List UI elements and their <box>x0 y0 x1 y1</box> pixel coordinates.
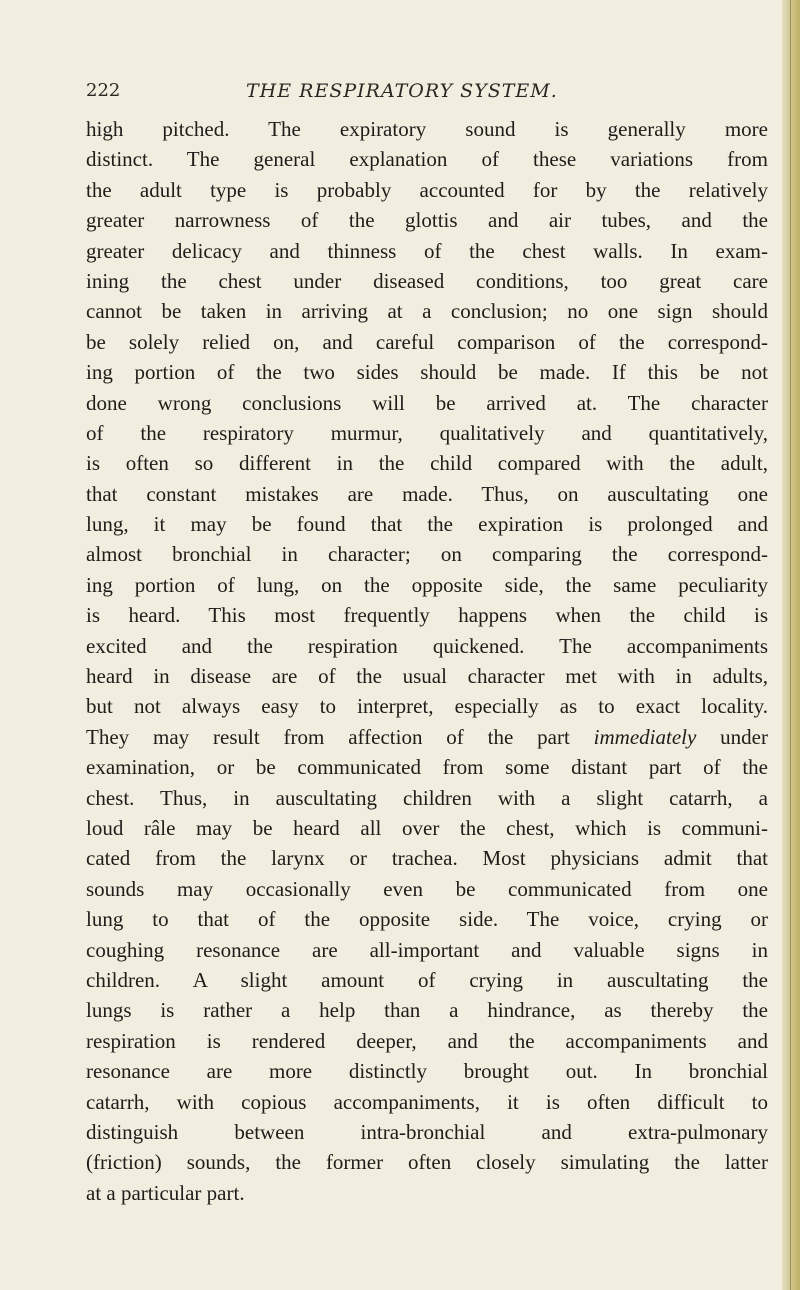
text-line: done wrong conclusions will be arrived at. The character <box>86 390 768 415</box>
text-line: chest. Thus, in auscultating children with a slight catarrh, a <box>86 785 768 810</box>
text-line: examination, or be communicated from some distant part of the <box>86 755 768 780</box>
text-line-with-italic <box>86 722 768 752</box>
text-line: almost bronchial in character; on comparing the correspond- <box>86 542 768 567</box>
text-line: lung to that of the opposite side. The voice, crying or <box>86 907 768 932</box>
page-number: 222 <box>86 80 121 101</box>
text-line: at a particular part. <box>86 1180 245 1205</box>
text-line: greater delicacy and thinness of the chest walls. In exam- <box>86 238 768 263</box>
italic-word: immediately <box>593 724 697 749</box>
page-header <box>0 78 800 108</box>
text-line: cannot be taken in arriving at a conclusion; no one sign should <box>86 299 768 324</box>
text-line: ing portion of lung, on the opposite side, the same peculiarity <box>86 572 768 597</box>
page-edge <box>782 0 800 1290</box>
page-edge-line <box>790 0 791 1290</box>
text-line: excited and the respiration quickened. The accompaniments <box>86 633 768 658</box>
text-line: sounds may occasionally even be communicated from one <box>86 876 768 901</box>
text-line: distinguish between intra-bronchial and extra-pulmonary <box>86 1119 768 1144</box>
text-line: coughing resonance are all-important and valuable signs in <box>86 937 768 962</box>
text-line: respiration is rendered deeper, and the accompaniments and <box>86 1028 768 1053</box>
text-line: high pitched. The expiratory sound is generally more <box>86 117 768 141</box>
text-line: children. A slight amount of crying in auscultating the <box>86 967 768 992</box>
text-line: the adult type is probably accounted for by the relatively <box>86 177 768 202</box>
text-line: (friction) sounds, the former often closely simulating the latter <box>86 1150 768 1175</box>
text-line: be solely relied on, and careful comparison of the correspond- <box>86 329 768 354</box>
running-head: THE RESPIRATORY SYSTEM. <box>246 80 558 102</box>
text-line: of the respiratory murmur, qualitatively and quantitatively, <box>86 420 768 445</box>
text-span: under <box>696 724 768 749</box>
text-line: is often so different in the child compared with the adult, <box>86 451 768 476</box>
text-line: that constant mistakes are made. Thus, on auscultating one <box>86 481 768 506</box>
text-line: is heard. This most frequently happens when the child is <box>86 603 768 628</box>
text-line: resonance are more distinctly brought out. In bronchial <box>86 1059 768 1084</box>
text-line: lungs is rather a help than a hindrance, as thereby the <box>86 998 768 1023</box>
body-text <box>86 114 768 1208</box>
text-line: ining the chest under diseased conditions, too great care <box>86 268 768 293</box>
text-line: loud râle may be heard all over the chest, which is communi- <box>86 815 768 840</box>
text-line: lung, it may be found that the expiration is prolonged and <box>86 512 768 537</box>
text-line: heard in disease are of the usual character met with in adults, <box>86 664 768 689</box>
text-line: cated from the larynx or trachea. Most physicians admit that <box>86 846 768 871</box>
text-line: catarrh, with copious accompaniments, it is often difficult to <box>86 1089 768 1114</box>
text-line: but not always easy to interpret, especially as to exact locality. <box>86 694 768 719</box>
text-line: distinct. The general explanation of these variations from <box>86 147 768 172</box>
text-line: greater narrowness of the glottis and air tubes, and the <box>86 208 768 233</box>
text-span: They may result from affection of the part <box>86 724 594 749</box>
text-line: ing portion of the two sides should be made. If this be not <box>86 360 768 385</box>
